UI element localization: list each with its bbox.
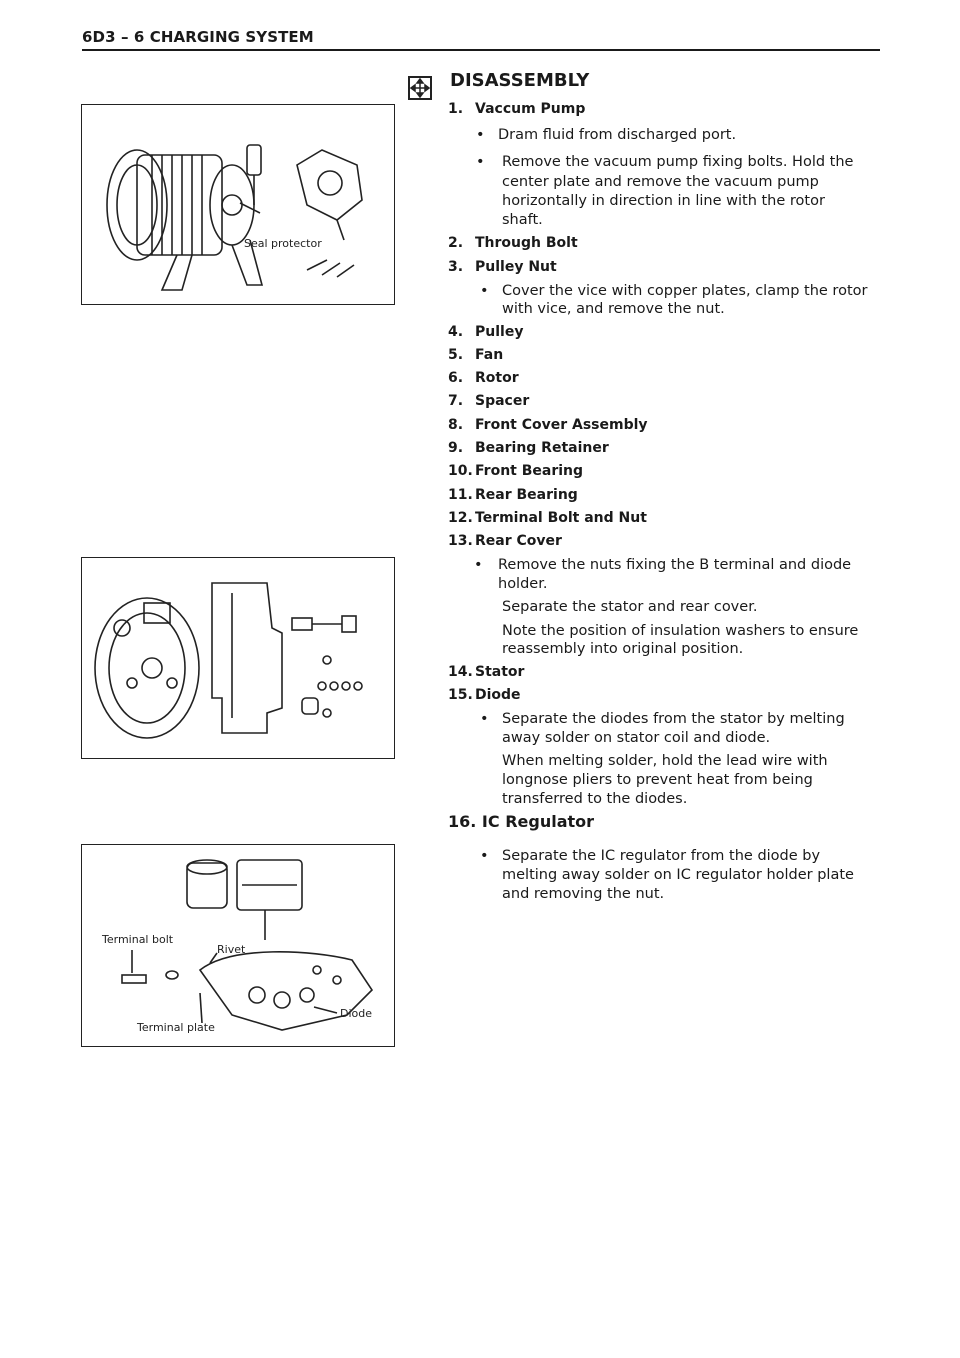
- figure-vacuum-pump: [81, 104, 395, 305]
- step-1: 1. Vaccum Pump: [448, 101, 586, 117]
- bullet-glyph: •: [476, 154, 485, 170]
- bullet-glyph: •: [474, 557, 483, 573]
- bullet-glyph: •: [476, 127, 485, 143]
- step-8: 8. Front Cover Assembly: [448, 417, 648, 433]
- note-text: Separate the diodes from the stator by melting: [502, 711, 845, 727]
- note-text: Cover the vice with copper plates, clamp the rotor: [502, 283, 868, 299]
- note-text: Dram fluid from discharged port.: [498, 127, 737, 143]
- note-text: horizontally in direction in line with the rotor: [502, 193, 825, 209]
- note-text: Separate the stator and rear cover.: [502, 599, 758, 615]
- note-text: center plate and remove the vacuum pump: [502, 174, 819, 190]
- note-text: shaft.: [502, 212, 543, 228]
- step-6: 6. Rotor: [448, 370, 519, 386]
- step-7: 7. Spacer: [448, 393, 530, 409]
- note-text: Separate the IC regulator from the diode by: [502, 848, 821, 864]
- note-text: with vice, and remove the nut.: [502, 301, 725, 317]
- note-text: and removing the nut.: [502, 886, 665, 902]
- figure-ic-regulator: [81, 844, 395, 1047]
- rear-cover-drawing: [82, 558, 394, 758]
- step-14: 14. Stator: [448, 664, 525, 680]
- bullet-glyph: •: [480, 711, 489, 727]
- disassembly-icon: [408, 76, 432, 100]
- note-text: melting away solder on IC regulator holder plate: [502, 867, 854, 883]
- note-text: reassembly into original position.: [502, 641, 744, 657]
- step-16: 16. IC Regulator: [448, 812, 595, 831]
- note-text: Note the position of insulation washers to ensure: [502, 623, 859, 639]
- label-terminal-plate: Terminal plate: [137, 1021, 215, 1034]
- page-header: 6D3 – 6 CHARGING SYSTEM: [82, 28, 314, 46]
- alternator-drawing: [82, 105, 394, 304]
- label-rivet: Rivet: [217, 943, 246, 956]
- header-rule: [82, 49, 880, 51]
- note-text: Remove the nuts fixing the B terminal and diode: [498, 557, 852, 573]
- note-text: away solder on stator coil and diode.: [502, 730, 771, 746]
- section-title: DISASSEMBLY: [450, 70, 590, 91]
- note-text: longnose pliers to prevent heat from being: [502, 772, 813, 788]
- label-terminal-bolt: Terminal bolt: [102, 933, 174, 946]
- step-15: 15. Diode: [448, 687, 521, 703]
- step-10: 10. Front Bearing: [448, 463, 584, 479]
- step-9: 9. Bearing Retainer: [448, 440, 609, 456]
- note-text: When melting solder, hold the lead wire with: [502, 753, 828, 769]
- label-seal-protector: Seal protector: [244, 237, 322, 250]
- step-4: 4. Pulley: [448, 324, 524, 340]
- bullet-glyph: •: [480, 848, 489, 864]
- figure-rear-cover: [81, 557, 395, 759]
- note-text: holder.: [498, 576, 548, 592]
- note-text: transferred to the diodes.: [502, 791, 688, 807]
- step-2: 2. Through Bolt: [448, 235, 578, 251]
- step-11: 11. Rear Bearing: [448, 487, 578, 503]
- note-text: Remove the vacuum pump fixing bolts. Hold the: [502, 154, 854, 170]
- step-12: 12. Terminal Bolt and Nut: [448, 510, 647, 526]
- bullet-glyph: •: [480, 283, 489, 299]
- ic-regulator-drawing: [82, 845, 394, 1046]
- label-diode: Diode: [340, 1007, 373, 1020]
- step-3: 3. Pulley Nut: [448, 259, 557, 275]
- step-13: 13. Rear Cover: [448, 533, 562, 549]
- step-5: 5. Fan: [448, 347, 504, 363]
